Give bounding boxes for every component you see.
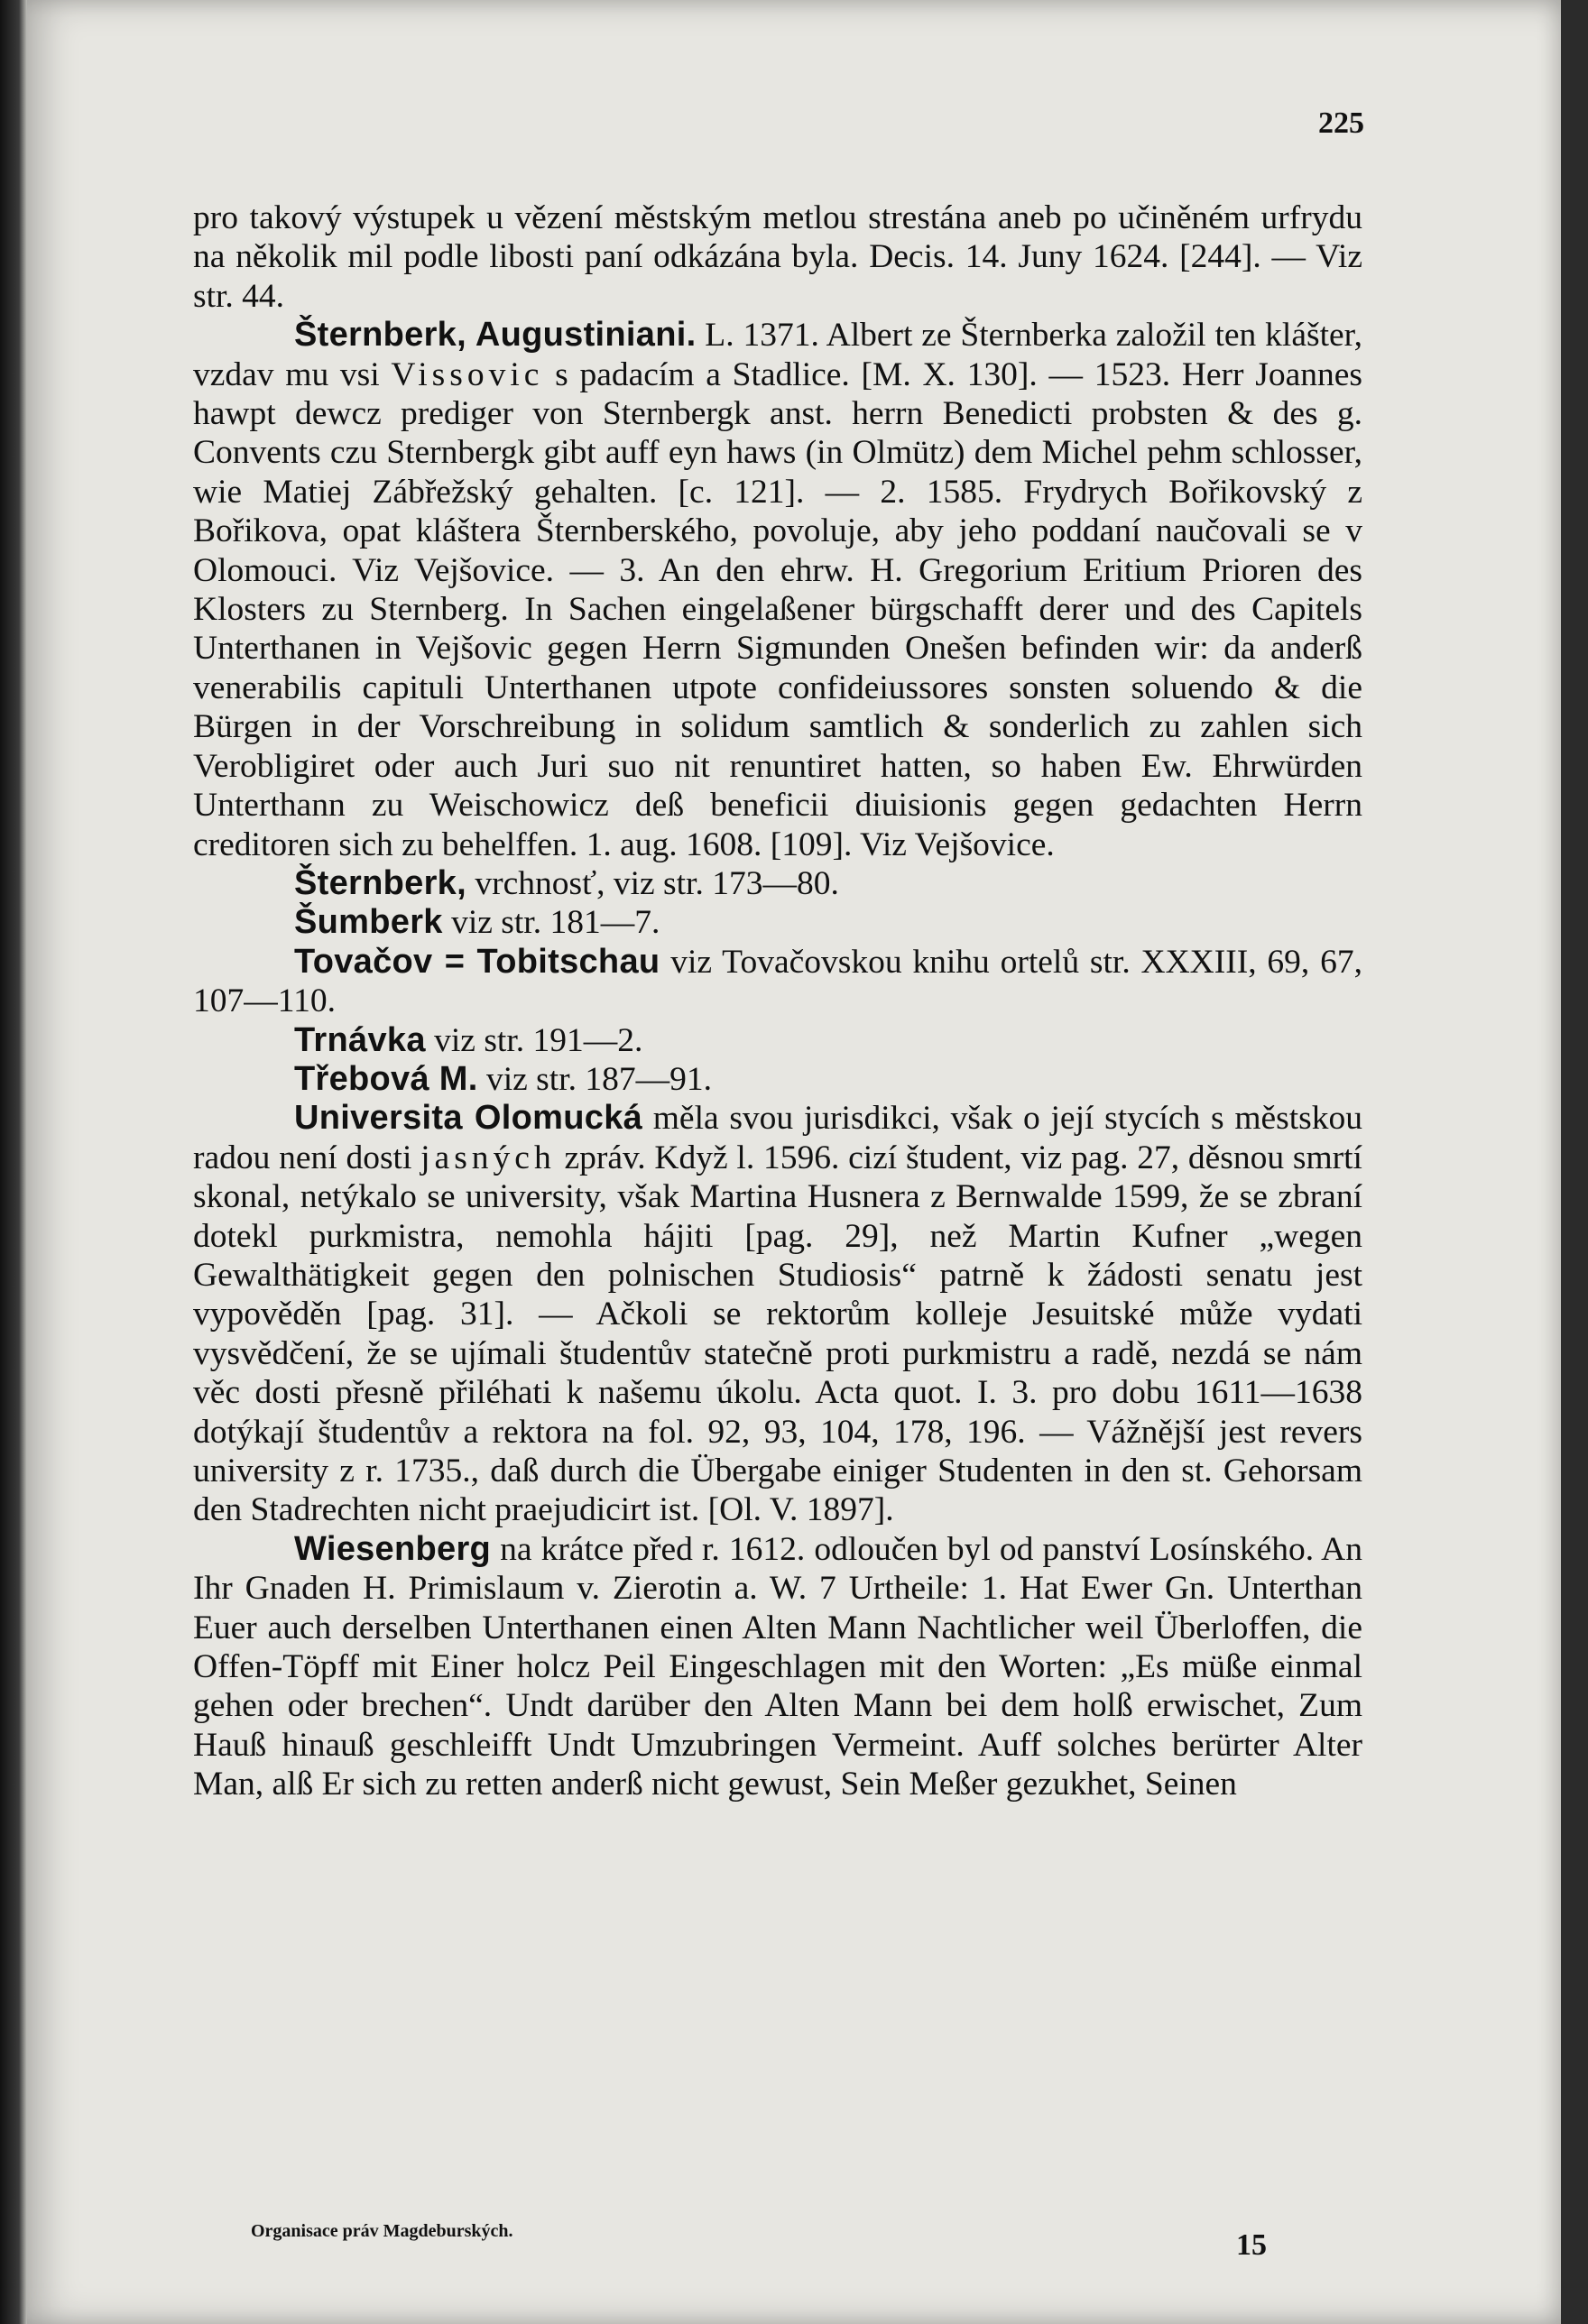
text-run: vrchnosť, viz str. 173—80. <box>466 864 839 902</box>
paragraph-sternberk-augustiniani <box>193 316 1362 864</box>
text-run: s padacím a Stadlice. [M. X. 130]. — 1523. Herr Joannes hawpt dewcz prediger von Sternbergk anst. herrn Benedicti probsten & des g. Convents czu Sternbergk gibt auff eyn haws (in Olmütz) dem Michel pehm schlosser, wie Matiej Zábřežský gehalten. [c. 121]. — 2. 1585. Frydrych Bořikovský z Bořikova, opat kláštera Šternberského, povoluje, aby jeho poddaní naučovali se v Olomouci. Viz Vejšovice. — 3. An den ehrw. H. Gregorium Eritium Prioren des Klosters zu Sternberg. In Sachen eingelaßener bürgschafft derer und des Capitels Unterthanen in Vejšovic gegen Herrn Sigmunden Onešen befinden wir: da anderß venerabilis capituli Unterthanen utpote confideiussores sonsten soluendo & die Bürgen in der Vorschreibung in solidum samtlich & sonderlich zu zahlen sich Verobligiret oder auch Juri suo nit renuntiret hatten, so haben Ew. Ehrwürden Unterthann zu Weischowicz deß beneficii diuisionis gegen gedachten Herrn creditoren sich zu behelffen. 1. aug. 1608. [109]. Viz Vejšovice. <box>193 355 1362 863</box>
page-number: 225 <box>1318 106 1364 140</box>
body-text <box>193 198 1362 1804</box>
book-page <box>27 0 1561 2324</box>
paragraph-trebova <box>193 1060 1362 1099</box>
footer-signature: Organisace práv Magdeburských. <box>251 2221 513 2241</box>
text-run: na krátce před r. 1612. odloučen byl od panství Losínského. An Ihr Gnaden H. Primislaum v. Zierotin a. W. 7 Urtheile: 1. Hat Ewer Gn. Unterthan Euer auch derselben Unterthanen einen Alten Mann Nachtlicher weil Überloffen, die Offen-Töpff mit Einer holcz Peil Eingeschlagen mit den Worten: „Es müße einmal gehen oder brechen“. Undt darüber den Alten Mann bei dem holß erwischet, Zum Hauß hinauß geschleifft Undt Umzubringen Vermeint. Auff solches berürter Alter Man, alß Er sich zu retten anderß nicht gewust, Sein Meßer gezukhet, Seinen <box>193 1530 1362 1803</box>
entry-heading: Tovačov = Tobitschau <box>294 942 660 981</box>
paragraph-wiesenberg <box>193 1530 1362 1804</box>
entry-heading: Třebová M. <box>294 1059 478 1098</box>
paragraph-tovacov <box>193 943 1362 1021</box>
text-run: viz str. 181—7. <box>442 904 660 942</box>
binding-edge <box>0 0 27 2324</box>
text-run: L. 1371. Albert ze Šternberka založil ten klášter, vzdav mu vsi <box>193 317 1362 393</box>
entry-heading: Trnávka <box>294 1020 426 1059</box>
text-run: viz Tovačovskou knihu ortelů str. XXXIII, 69, 67, 107—110. <box>193 943 1362 1020</box>
paragraph-sumberk <box>193 903 1362 942</box>
entry-heading: Universita Olomucká <box>294 1099 643 1138</box>
paragraph-universita <box>193 1099 1362 1529</box>
text-run: měla svou jurisdikci, však o její stycích s městskou radou není dosti <box>193 1100 1362 1176</box>
entry-heading: Šumberk <box>294 903 443 942</box>
footer-number: 15 <box>1236 2228 1267 2262</box>
spaced-emphasis: jasných <box>420 1139 556 1176</box>
entry-heading: Šternberk, Augustiniani. <box>294 316 697 355</box>
paragraph-sternberk-vrchnost <box>193 864 1362 903</box>
text-run: viz str. 191—2. <box>425 1021 643 1059</box>
text-run: pro takový výstupek u vězení městským metlou strestána aneb po učiněném urfrydu na několik mil podle libosti paní odkázána byla. Decis. 14. Juny 1624. [244]. — Viz str. 44. <box>193 199 1362 315</box>
spaced-emphasis: Vissovic <box>391 355 544 393</box>
paragraph-0 <box>193 198 1362 316</box>
text-run: viz str. 187—91. <box>477 1060 712 1098</box>
paragraph-trnavka <box>193 1021 1362 1060</box>
entry-heading: Šternberk, <box>294 863 466 902</box>
text-run: zpráv. Když l. 1596. cizí študent, viz pag. 27, děsnou smrtí skonal, netýkalo se university, však Martina Husnera z Bernwalde 1599, že se zbraní dotekl purkmistra, nemohla hájiti [pag. 29], než Martin Kufner „wegen Gewalthätigkeit gegen den polnischen Studiosis“ patrně k žádosti senatu jest vypověděn [pag. 31]. — Ačkoli se rektorům kolleje Jesuitské může vydati vysvědčení, že se ujímali študentův statečně proti purkmistru a radě, nezdá se nám věc dosti přesně přiléhati k našemu úkolu. Acta quot. I. 3. pro dobu 1611—1638 dotýkají študentův a rektora na fol. 92, 93, 104, 178, 196. — Vážnější jest revers university z r. 1735., daß durch die Übergabe einiger Studenten in den st. Gehorsam den Stadrechten nicht praejudicirt ist. [Ol. V. 1897]. <box>193 1139 1362 1529</box>
entry-heading: Wiesenberg <box>294 1529 492 1568</box>
